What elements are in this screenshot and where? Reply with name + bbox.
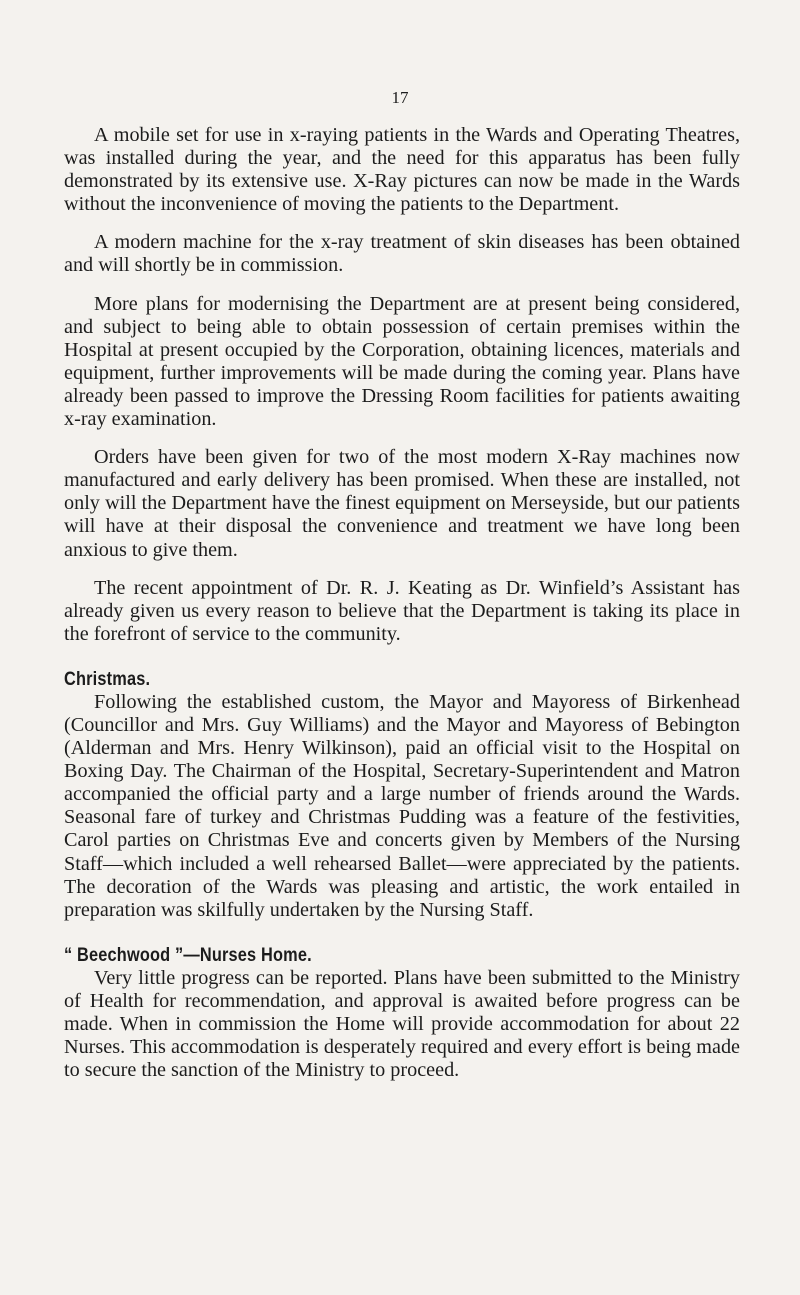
xray-machine-orders-paragraph: Orders have been given for two of the most modern X-Ray machines now manufactured and early delivery has been promised. When these are installed, not only will the Department have the finest equipment on Merseyside, but our patients will have at their disposal the convenience and treatment we have long been anxious to give them. — [64, 446, 740, 561]
christmas-paragraph: Following the established custom, the Mayor and Mayoress of Birkenhead (Councillor and Mrs. Guy Williams) and the Mayor and Mayoress of Bebington (Alderman and Mrs. Henry Wilkinson), paid an official visit to the Hospital on Boxing Day. The Chairman of the Hospital, Secretary-Superintendent and Matron accompanied the official party and a large number of friends around the Wards. Seasonal fare of turkey and Christmas Pudding was a feature of the festivities, Carol parties on Christmas Eve and concerts given by Members of the Nursing Staff—which included a well rehearsed Ballet—were appreciated by the patients. The decoration of the Wards was pleasing and artistic, the work entailed in preparation was skilfully undertaken by the Nursing Staff. — [64, 690, 740, 921]
xray-appointment-paragraph: The recent appointment of Dr. R. J. Keating as Dr. Winfield’s Assistant has already given us every reason to believe that the Department is taking its place in the forefront of service to the community. — [64, 576, 740, 645]
xray-skin-treatment-paragraph: A modern machine for the x-ray treatment of skin diseases has been obtained and will shortly be in commission. — [64, 231, 740, 277]
beechwood-heading: “ Beechwood ”—Nurses Home. — [64, 944, 312, 966]
page-body — [64, 124, 740, 1097]
page-number: 17 — [391, 88, 409, 107]
beechwood-paragraph: Very little progress can be reported. Plans have been submitted to the Ministry of Health for recommendation, and approval is awaited before progress can be made. When in commission the Home will provide accommodation for about 22 Nurses. This accommodation is desperately required and every effort is being made to secure the sanction of the Ministry to proceed. — [64, 966, 740, 1082]
christmas-heading: Christmas. — [64, 668, 151, 690]
xray-mobile-set-paragraph: A mobile set for use in x-raying patients in the Wards and Operating Theatres, was installed during the year, and the need for this apparatus has been fully demonstrated by its extensive use. X-Ray pictures can now be made in the Wards without the inconvenience of moving the patients to the Department. — [64, 124, 740, 216]
xray-modernising-plans-paragraph: More plans for modernising the Department are at present being considered, and subject to being able to obtain possession of certain premises within the Hospital at present occupied by the Corporation, obtaining licences, materials and equipment, further improvements will be made during the coming year. Plans have already been passed to improve the Dressing Room facilities for patients awaiting x-ray examination. — [64, 292, 740, 431]
